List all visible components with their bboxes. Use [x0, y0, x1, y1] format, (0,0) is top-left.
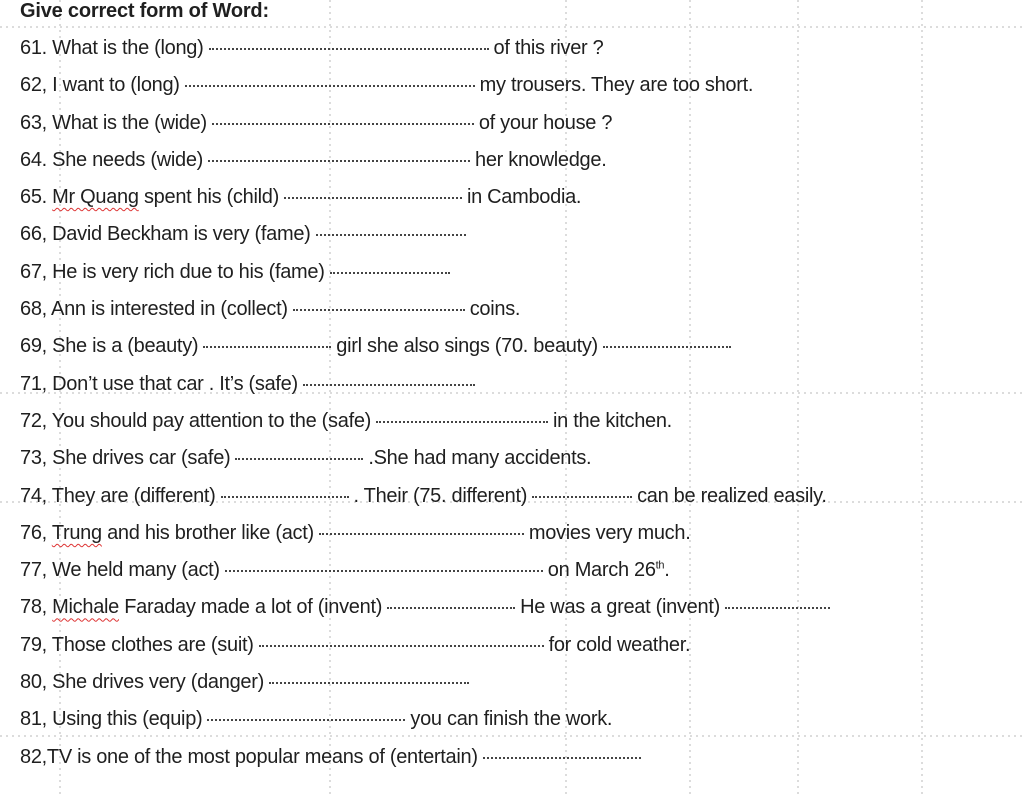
- answer-blank[interactable]: [269, 681, 469, 684]
- exercise-67: 67, He is very rich due to his (fame): [20, 254, 1010, 291]
- exercise-65: 65. Mr Quang spent his (child) in Cambodia.: [20, 186, 582, 209]
- exercise-62: 62, I want to (long) my trousers. They are too short.: [20, 74, 754, 97]
- exercise-74: 74, They are (different) . Their (75. different) can be realized easily.: [20, 484, 827, 507]
- worksheet-title: Give correct form of Word:: [20, 0, 269, 22]
- answer-blank[interactable]: [303, 383, 475, 386]
- exercise-72: 72, You should pay attention to the (safe) in the kitchen.: [20, 409, 672, 432]
- answer-blank[interactable]: [293, 308, 465, 311]
- answer-blank[interactable]: [185, 84, 475, 87]
- misspelling-flag: Mr Quang: [52, 186, 139, 209]
- exercise-69: 69, She is a (beauty) girl she also sings (70. beauty): [20, 328, 1010, 365]
- misspelling-flag: Trung: [51, 521, 102, 544]
- exercise-82: 82,TV is one of the most popular means of (entertain): [20, 739, 1010, 776]
- exercise-66: 66, David Beckham is very (fame): [20, 216, 1010, 253]
- answer-blank[interactable]: [387, 606, 515, 609]
- exercise-81: 81, Using this (equip) you can finish the work.: [20, 708, 613, 731]
- answer-blank[interactable]: [208, 159, 470, 162]
- answer-blank[interactable]: [203, 345, 331, 348]
- exercise-71: 71, Don’t use that car . It’s (safe): [20, 366, 1010, 403]
- answer-blank[interactable]: [209, 47, 489, 50]
- answer-blank[interactable]: [725, 606, 830, 609]
- answer-blank[interactable]: [284, 196, 462, 199]
- answer-blank[interactable]: [532, 495, 632, 498]
- answer-blank[interactable]: [235, 457, 363, 460]
- answer-blank[interactable]: [483, 756, 641, 759]
- answer-blank[interactable]: [207, 718, 405, 721]
- answer-blank[interactable]: [259, 644, 544, 647]
- answer-blank[interactable]: [212, 122, 474, 125]
- exercise-77: 77, We held many (act) on March 26th.: [20, 559, 670, 582]
- exercise-68: 68, Ann is interested in (collect) coins.: [20, 298, 521, 321]
- exercise-61: 61. What is the (long) of this river ?: [20, 37, 604, 59]
- exercise-list: [20, 30, 1010, 776]
- answer-blank[interactable]: [225, 569, 543, 572]
- exercise-76: 76, Trung and his brother like (act) movies very much.: [20, 521, 691, 544]
- answer-blank[interactable]: [330, 271, 450, 274]
- answer-blank[interactable]: [319, 532, 524, 535]
- answer-blank[interactable]: [221, 495, 349, 498]
- exercise-64: 64. She needs (wide) her knowledge.: [20, 148, 607, 171]
- answer-blank[interactable]: [376, 420, 548, 423]
- exercise-63: 63, What is the (wide) of your house ?: [20, 111, 613, 134]
- misspelling-flag: Michale: [52, 596, 119, 619]
- answer-blank[interactable]: [603, 345, 731, 348]
- exercise-78: 78, Michale Faraday made a lot of (invent) He was a great (invent): [20, 589, 1010, 626]
- exercise-73: 73, She drives car (safe) .She had many accidents.: [20, 447, 592, 470]
- answer-blank[interactable]: [316, 233, 466, 236]
- exercise-80: 80, She drives very (danger): [20, 664, 1010, 701]
- exercise-79: 79, Those clothes are (suit) for cold weather.: [20, 633, 691, 656]
